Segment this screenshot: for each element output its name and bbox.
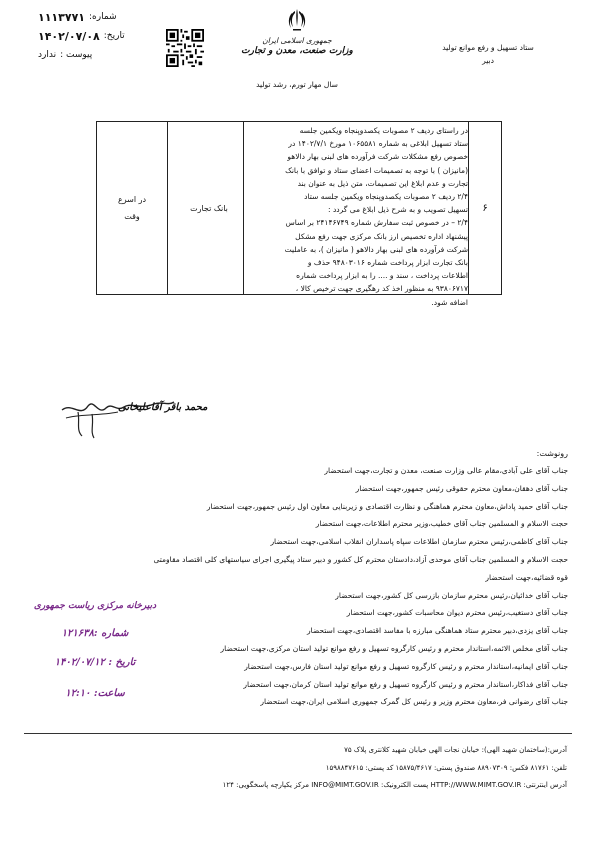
footer (27, 742, 567, 795)
iran-emblem-icon (287, 8, 307, 34)
resolution-line: ستاد تسهیل ابلاغی به شماره ۱۰۶۵۵۸۱ مورخ ۱۴۰۲/۷/۱ در (288, 139, 468, 149)
resolution-line: اضافه شود. (431, 297, 468, 307)
cc-item: جناب آقای رضوانی فر،معاون محترم وزیر و رئیس کل گمرک جمهوری اسلامی ایران،جهت استحضار (260, 697, 568, 707)
deadline-line: در اسرع (117, 195, 147, 204)
ministry-logotype (226, 36, 368, 56)
cc-title: رونوشت: (536, 449, 568, 458)
letter-date: ۱۴۰۲/۰۷/۰۸ (38, 30, 100, 43)
resolution-line: خصوص رفع مشکلات شرکت فرآورده های لبنی بهار دالاهو (287, 152, 468, 162)
number-label: شماره: (89, 12, 117, 22)
resolution-line: تسهیل تصویب و به شرح ذیل ابلاغ می گردد : (328, 205, 468, 215)
republic-text: جمهوری اسلامی ایران (262, 36, 332, 45)
row-number: ۶ (482, 202, 488, 214)
resolution-line: اطلاعات پرداخت ، سند و .... را به ابزار پرداخت شماره (296, 271, 468, 281)
signatory-name: محمد باقر آقاعلیخانی (118, 402, 208, 413)
resolution-text (246, 124, 468, 309)
resolution-line: (مانیزان ) با توجه به تصمیمات اعضای ستاد و توافق با بانک (285, 165, 468, 175)
department-role: دبیر (482, 56, 494, 65)
registry-stamp (30, 601, 160, 699)
resolution-line: شرکت فرآورده های لبنی بهار دالاهو ( مانیزان )، به عاملیت (284, 244, 468, 254)
attachment-value: ندارد (38, 50, 57, 60)
cc-item: جناب آقای کاظمی،رئیس محترم سازمان اطلاعات سپاه پاسداران انقلاب اسلامی،جهت استحضار (270, 537, 568, 547)
stamp-number: شماره :۱۲۱۶۳۸ (61, 628, 129, 639)
cc-item: جناب آقای حمید پاداش،معاون محترم هماهنگی و نظارت اقتصادی و زیربنایی معاون اول رئیس جمهور،جهت استحضار (206, 501, 568, 511)
attachment-label: پیوست : (60, 50, 93, 60)
resolution-line: بانک تجارت ابزار پرداخت شماره ۹۴۸۰۳۰۱۶ حذف و (307, 258, 468, 268)
department-name: ستاد تسهیل و رفع موانع تولید (442, 43, 534, 52)
resolution-table (96, 121, 502, 307)
stamp-date: تاریخ : ۱۴۰۲/۰۷/۱۲ (54, 657, 136, 668)
cc-item: حجت الاسلام و المسلمین جناب آقای موحدی آزاد،دادستان محترم کل کشور و دبیر ستاد پیگیری اجرای سیاستهای کلی اقتصاد مقاومتی (153, 554, 568, 564)
column-divider (167, 122, 168, 294)
resolution-line: ۹۳۸۰۶۷۱۷ به منظور اخذ کد رهگیری جهت ترخیص کالا ، (295, 284, 468, 294)
resolution-line: تجارت و عدم ابلاغ این تصمیمات، متن ذیل به عنوان بند (297, 178, 468, 188)
resolution-line: در راستای ردیف ۲ مصوبات یکصدوپنجاه ویکمین جلسه (299, 126, 468, 135)
cc-item: جناب آقای فداکار،استاندار محترم و رئیس کارگروه تسهیل و رفع موانع تولید استان کرمان،جهت استحضار (243, 679, 568, 689)
cc-item: جناب آقای دهقان،معاون محترم حقوقی رئیس جمهور،جهت استحضار (355, 483, 568, 493)
cc-item: جناب آقای علی آبادی،مقام عالی وزارت صنعت، معدن و تجارت،جهت استحضار (324, 466, 568, 475)
responsible-organization: بانک تجارت (190, 203, 228, 213)
stamp-title: دبیرخانه مرکزی ریاست جمهوری (33, 601, 157, 611)
stamp-time: ساعت: ۱۲:۱۰ (65, 688, 125, 699)
cc-item: جناب آقای ایمانیه،استاندار محترم و رئیس کارگروه تسهیل و رفع موانع تولید استان فارس،جهت استحضار (244, 661, 568, 671)
ministry-name: وزارت صنعت، معدن و تجارت (241, 46, 353, 56)
cc-item: جناب آقای دستغیب،رئیس محترم دیوان محاسبات کشور،جهت استحضار (346, 608, 568, 618)
date-row (38, 27, 138, 46)
date-label: تاریخ: (103, 31, 125, 41)
deadline-cell (97, 122, 167, 294)
cc-item: جناب آقای مخلص الائمه،استاندار محترم و رئیس کارگروه تسهیل و رفع موانع تولید استان مرکزی،جهت استحضار (220, 643, 568, 653)
footer-web: آدرس اینترنتی: HTTP://WWW.MIMT.GOV.IR پست الکترونیک: INFO@MIMT.GOV.IR مرکز یکپارچه پاسخگویی: ۱۲۴ (222, 781, 567, 789)
letter-number: ۱۱۱۳۷۷۱ (38, 11, 85, 24)
cc-item: حجت الاسلام و المسلمین جناب آقای خطیب،وزیر محترم اطلاعات،جهت استحضار (315, 519, 568, 529)
cc-item: جناب آقای یزدی،دبیر محترم ستاد هماهنگی مبارزه با مفاسد اقتصادی،جهت استحضار (307, 626, 568, 636)
qr-code-icon (166, 29, 204, 67)
number-row (38, 8, 138, 27)
attachment-row (38, 46, 138, 65)
year-slogan: سال مهار تورم، رشد تولید (256, 80, 338, 89)
department-heading (403, 41, 573, 67)
cc-item: قوه قضائیه،جهت استحضار (485, 572, 568, 582)
footer-address: آدرس:(ساختمان شهید الهی): خیابان نجات الهی خیابان شهید کلانتری پلاک ۷۵ (344, 746, 567, 754)
resolution-line: پیشنهاد اداره تخصیص ارز بانک مرکزی جهت رفع مشکل (295, 231, 468, 241)
footer-contacts: تلفن: ۸۱۷۶۱ فکس: ۸۸۹۰۷۳۰۹ صندوق پستی: ۱۵۸۷۵/۴۶۱۷ کد پستی: ۱۵۹۸۸۴۷۶۱۵ (325, 763, 567, 772)
letter-meta (38, 8, 138, 65)
resolution-line: ۲/۴ ردیف ۲ مصوبات یکصدوپنجاه ویکمین جلسه ستاد (304, 192, 468, 202)
cc-item: جناب آقای خدائیان،رئیس محترم سازمان بازرسی کل کشور،جهت استحضار (335, 590, 568, 600)
resolution-line: ۲/۴ – در خصوص ثبت سفارش شماره ۲۴۱۴۶۷۴۹ بر اساس (285, 218, 468, 228)
signature-scribble-icon (58, 392, 178, 442)
footer-divider (24, 733, 572, 734)
deadline-line: وقت (124, 212, 140, 221)
